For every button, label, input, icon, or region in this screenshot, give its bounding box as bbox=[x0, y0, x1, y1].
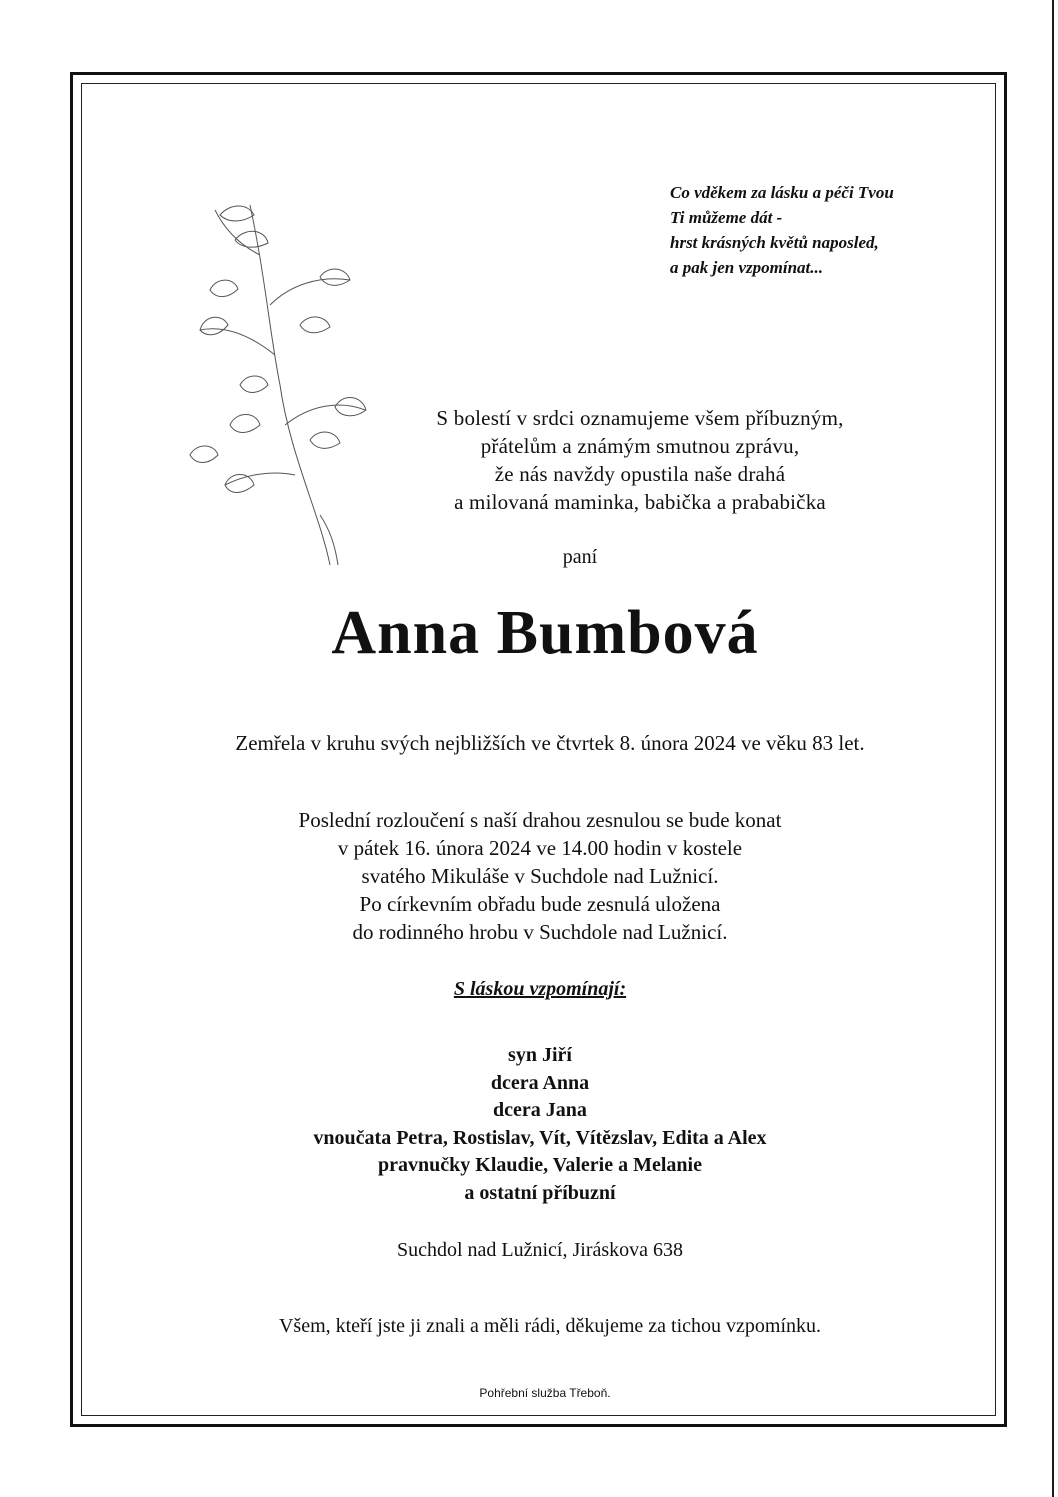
intro-line: S bolestí v srdci oznamujeme všem příbuzným, bbox=[436, 406, 844, 430]
intro-line: přátelům a známým smutnou zprávu, bbox=[480, 434, 800, 458]
intro-line: a milovaná maminka, babička a prababička bbox=[454, 490, 826, 514]
poem-line: Ti můžeme dát - bbox=[670, 208, 783, 227]
funeral-details bbox=[200, 806, 880, 946]
mourners-heading: S láskou vzpomínají: bbox=[453, 978, 627, 1000]
mourner-line: dcera Jana bbox=[493, 1099, 587, 1121]
intro-line: že nás navždy opustila naše drahá bbox=[494, 462, 786, 486]
poem-line: a pak jen vzpomínat... bbox=[670, 258, 824, 277]
mourner-line: pravnučky Klaudie, Valerie a Melanie bbox=[378, 1154, 702, 1176]
funeral-line: svatého Mikuláše v Suchdole nad Lužnicí. bbox=[361, 864, 719, 888]
funeral-line: v pátek 16. února 2024 ve 14.00 hodin v kostele bbox=[337, 836, 743, 860]
death-notice: Zemřela v kruhu svých nejbližších ve čtvrtek 8. února 2024 ve věku 83 let. bbox=[235, 731, 865, 755]
floral-branch-icon bbox=[170, 185, 420, 585]
honorific: paní bbox=[562, 546, 598, 568]
funeral-service-credit: Pohřební služba Třeboň. bbox=[479, 1386, 611, 1400]
thanks-note: Všem, kteří jste ji znali a měli rádi, děkujeme za tichou vzpomínku. bbox=[278, 1315, 822, 1337]
mourner-line: dcera Anna bbox=[490, 1071, 590, 1094]
mourner-line: syn Jiří bbox=[508, 1044, 572, 1066]
deceased-name: Anna Bumbová bbox=[331, 599, 759, 667]
funeral-line: Poslední rozloučení s naší drahou zesnulou se bude konat bbox=[298, 808, 782, 832]
family-address: Suchdol nad Lužnicí, Jiráskova 638 bbox=[396, 1239, 684, 1261]
mourners-list bbox=[180, 1042, 900, 1207]
poem-line: Co vděkem za lásku a péči Tvou bbox=[670, 183, 894, 202]
memorial-poem bbox=[670, 180, 970, 280]
funeral-line: Po církevním obřadu bude zesnulá uložena bbox=[359, 892, 721, 916]
scan-edge-line bbox=[1052, 0, 1054, 1497]
mourner-line: a ostatní příbuzní bbox=[464, 1181, 616, 1204]
mourner-line: vnoučata Petra, Rostislav, Vít, Vítězslav, Edita a Alex bbox=[313, 1126, 767, 1149]
funeral-line: do rodinného hrobu v Suchdole nad Lužnicí. bbox=[352, 920, 728, 944]
poem-line: hrst krásných květů naposled, bbox=[670, 233, 879, 252]
announcement-intro bbox=[380, 404, 900, 516]
